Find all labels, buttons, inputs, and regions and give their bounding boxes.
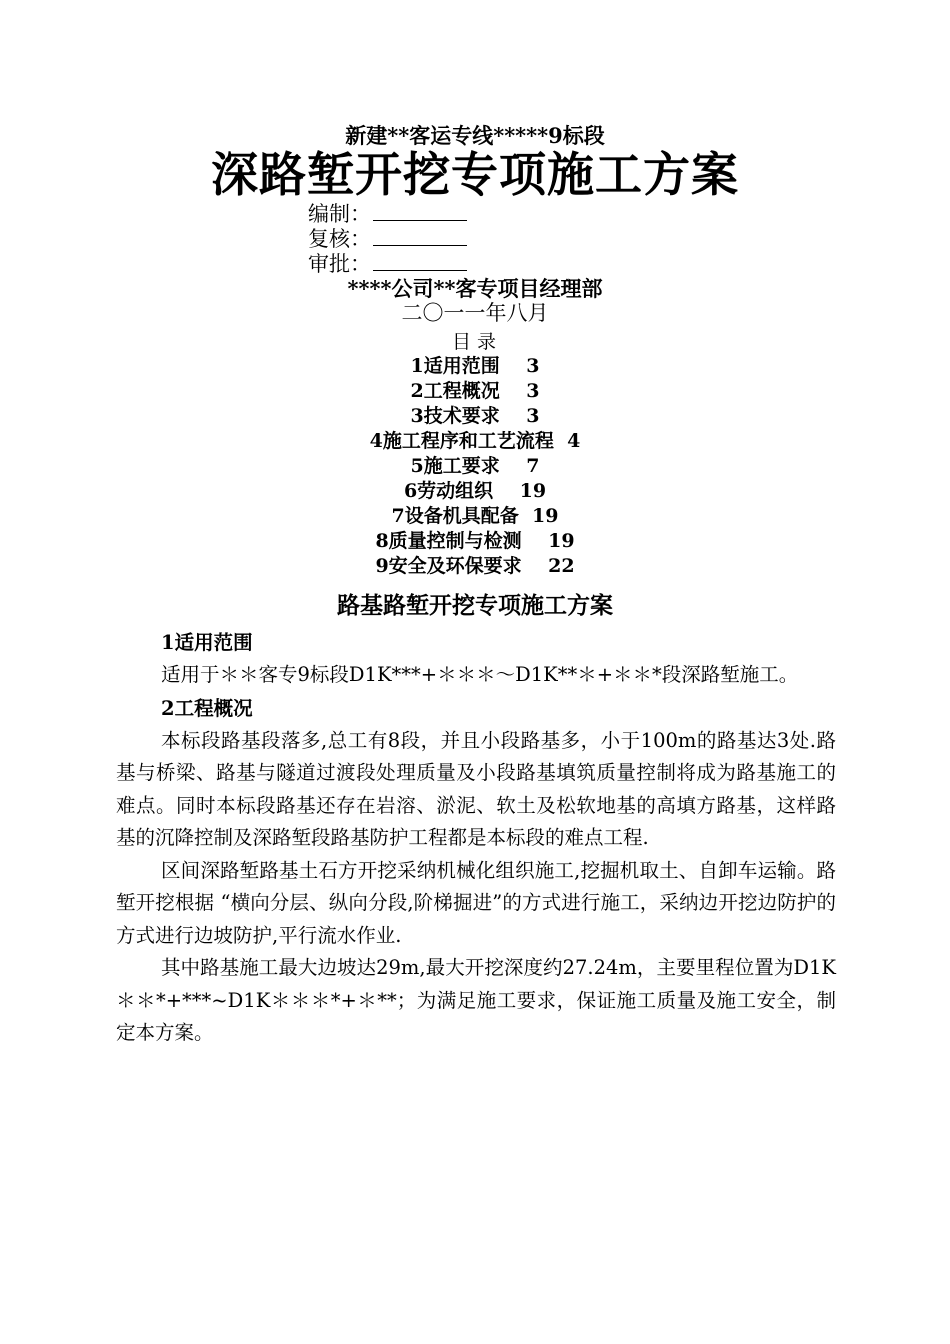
sign-row-compile [308, 202, 608, 227]
heading-scope: 1适用范围 [161, 631, 253, 654]
table-of-contents [0, 330, 950, 579]
paragraph-overview-3: 其中路基施工最大边坡达29m,最大开挖深度约27.24m，主要里程位置为D1K＊＊*+***~D1K＊＊＊*+＊**；为满足施工要求，保证施工质量及施工安全，制定本方案。 [116, 956, 836, 1044]
toc-item: 1适用范围 3 [410, 355, 540, 377]
sign-row-approve [308, 252, 608, 277]
paragraph-scope: 适用于＊＊客专9标段D1K***+＊＊＊～D1K**＊+＊＊*段深路堑施工。 [161, 663, 799, 686]
document-title: 深路堑开挖专项施工方案 [211, 148, 739, 203]
toc-item: 4施工程序和工艺流程 4 [369, 430, 581, 452]
document-body [116, 626, 836, 1050]
toc-item: 3技术要求 3 [410, 405, 540, 427]
signature-block [308, 202, 608, 277]
sign-blank-compile [373, 202, 467, 221]
paragraph-overview-1: 本标段路基段落多,总工有8段，并且小段路基多，小于100m的路基达3处.路基与桥梁、路基与隧道过渡段处理质量及小段路基填筑质量控制将成为路基施工的难点。同时本标段路基还存在岩溶、淤泥、软土及松软地基的高填方路基，这样路基的沉降控制及深路堑段路基防护工程都是本标段的难点工程. [116, 728, 836, 849]
toc-item: 5施工要求 7 [410, 455, 540, 477]
organization-name: ****公司**客专项目经理部 [347, 276, 603, 301]
section-title: 路基路堑开挖专项施工方案 [337, 592, 613, 619]
heading-overview: 2工程概况 [161, 696, 253, 720]
sign-label-approve: 审批： [308, 252, 371, 276]
toc-item: 9安全及环保要求 22 [375, 555, 575, 577]
sign-blank-approve [373, 252, 467, 271]
toc-item: 8质量控制与检测 19 [375, 530, 575, 552]
project-subtitle: 新建**客运专线*****9标段 [345, 123, 605, 148]
toc-heading: 目 录 [451, 331, 497, 353]
sign-blank-review [373, 227, 467, 246]
sign-label-review: 复核： [308, 227, 371, 251]
toc-item: 7设备机具配备 19 [391, 505, 559, 527]
sign-row-review [308, 227, 608, 252]
toc-item: 6劳动组织 19 [403, 480, 547, 502]
sign-label-compile: 编制： [308, 202, 371, 226]
toc-item: 2工程概况 3 [410, 380, 540, 402]
paragraph-overview-2: 区间深路堑路基土石方开挖采纳机械化组织施工,挖掘机取土、自卸车运输。路堑开挖根据 “横向分层、纵向分段,阶梯掘进”的方式进行施工，采纳边开挖边防护的方式进行边坡防护,平行流水作业. [116, 858, 836, 947]
document-date: 二〇一一年八月 [401, 301, 549, 325]
